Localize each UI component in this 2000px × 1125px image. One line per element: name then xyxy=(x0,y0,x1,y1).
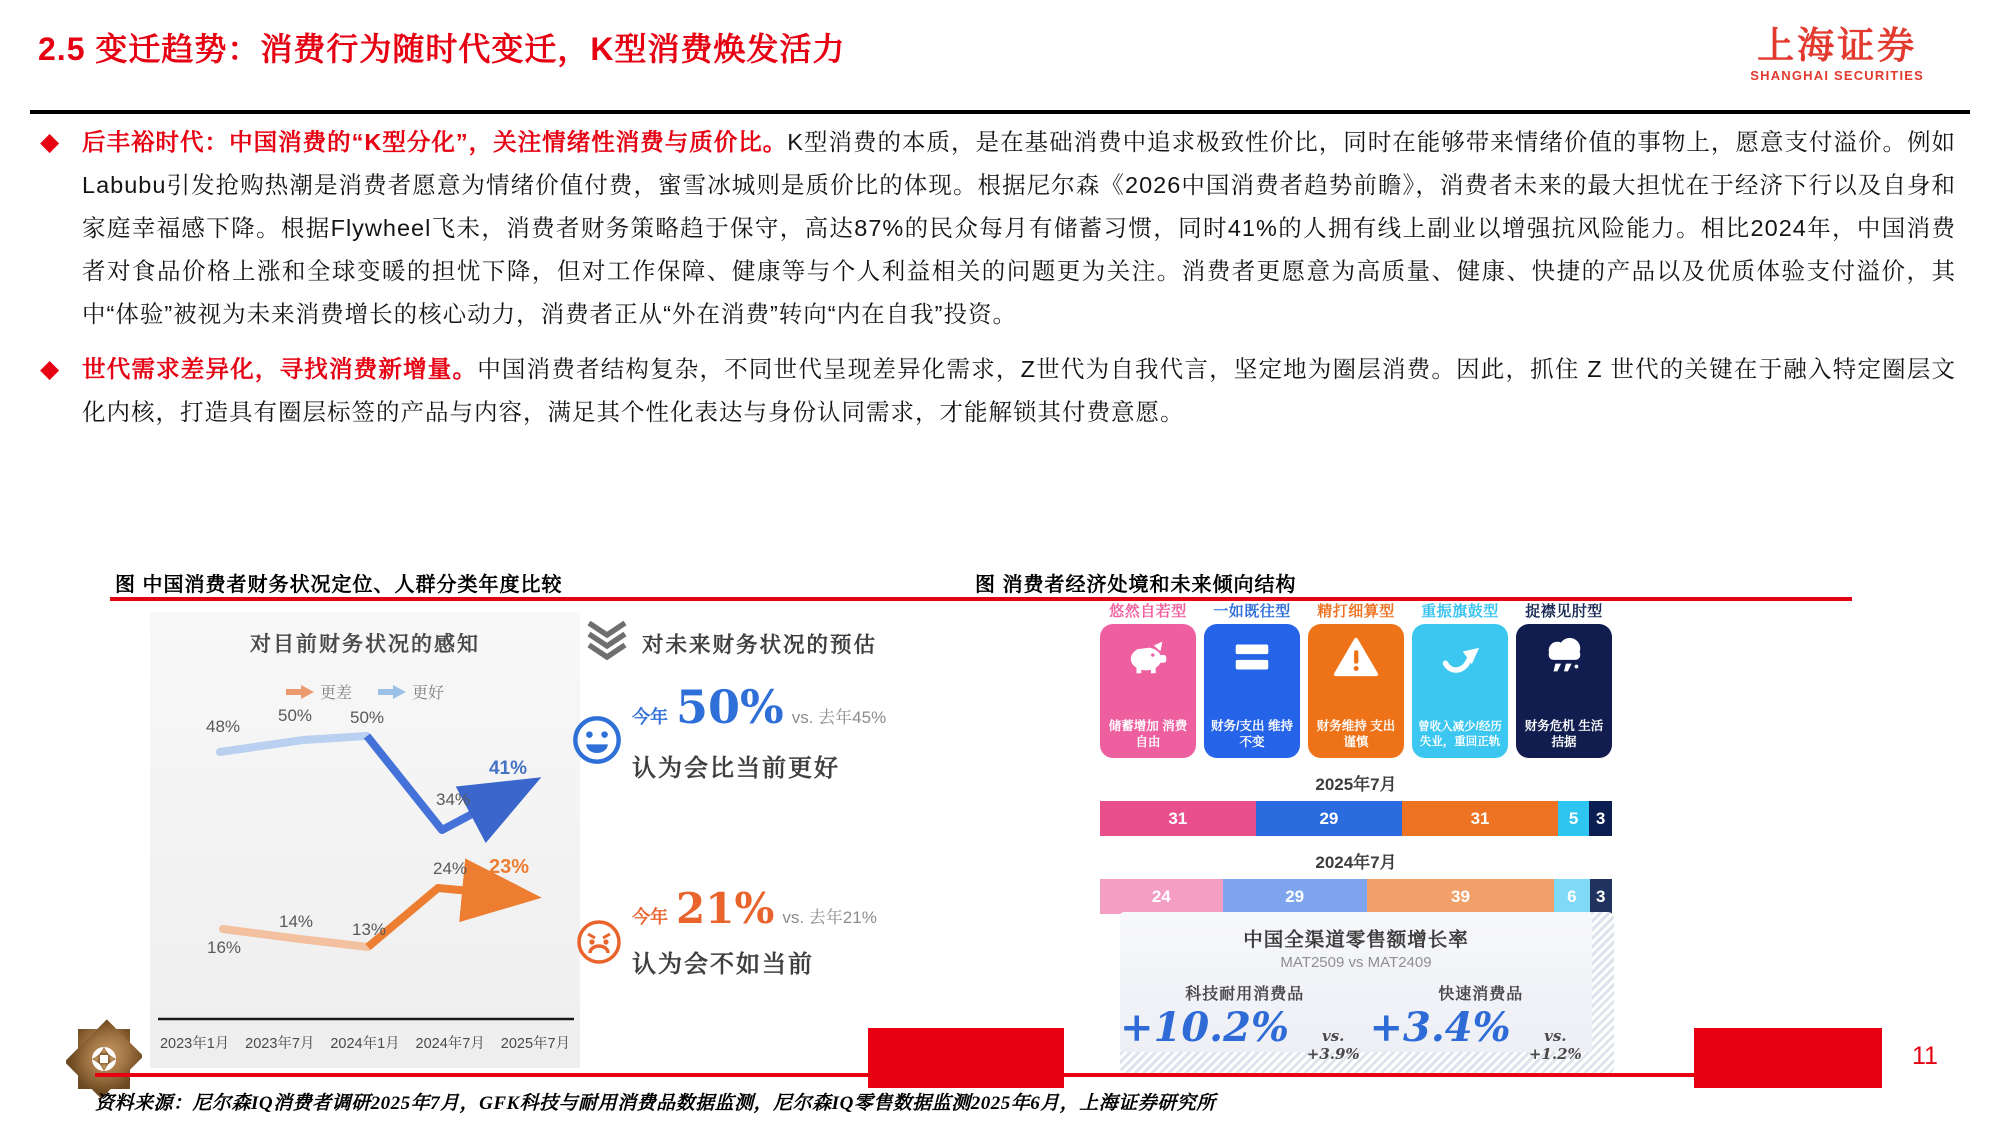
bullet-1-lead: 后丰裕时代：中国消费的“K型分化”，关注情绪性消费与质价比。 xyxy=(82,129,788,155)
bar-segment: 6 xyxy=(1554,879,1589,914)
x-axis-labels xyxy=(152,1032,578,1053)
value-label: 14% xyxy=(278,912,314,931)
line-chart-canvas xyxy=(150,612,580,1068)
page-title: 2.5 变迁趋势：消费行为随时代变迁，K型消费焕发活力 xyxy=(38,31,846,67)
consumer-type xyxy=(1516,600,1612,758)
growth-value: +10.2% xyxy=(1120,1004,1289,1051)
bar-segment: 31 xyxy=(1402,801,1558,836)
growth-columns xyxy=(1120,981,1592,1063)
value-label: 50% xyxy=(277,706,313,725)
type-card xyxy=(1412,624,1508,758)
bar-segment: 3 xyxy=(1590,879,1612,914)
frown-icon xyxy=(575,918,623,966)
better-caption: 认为会比当前更好 xyxy=(632,755,840,782)
type-header: 精打细算型 xyxy=(1317,603,1395,620)
worse-stat xyxy=(632,884,877,933)
stat-prefix: 今年 xyxy=(632,707,668,727)
value-label: 24% xyxy=(432,859,468,878)
header-divider xyxy=(30,110,1970,114)
company-logo xyxy=(1750,26,1924,83)
stat-prefix: 今年 xyxy=(632,907,668,927)
bullet-1-text xyxy=(82,121,1956,336)
diamond-bullet-icon: ◆ xyxy=(40,128,60,156)
type-label: 财务维持 支出谨慎 xyxy=(1316,718,1396,749)
retail-growth-card xyxy=(1120,912,1614,1074)
bullet-2-text xyxy=(82,348,1956,434)
bullet-2-lead: 世代需求差异化，寻找消费新增量。 xyxy=(82,356,478,382)
x-tick: 2023年1月 xyxy=(159,1036,230,1052)
equals-icon xyxy=(1229,636,1275,678)
future-estimate-title: 对未来财务状况的预估 xyxy=(642,633,878,657)
bar-segment: 39 xyxy=(1367,879,1554,914)
value-label: 41% xyxy=(488,758,528,779)
stacked-bar-2025 xyxy=(1100,801,1612,836)
bullet-1-body: K型消费的本质，是在基础消费中追求极致性价比，同时在能够带来情绪价值的事物上，愿意支付溢价。例如Labubu引发抢购热潮是消费者愿意为情绪价值付费，蜜雪冰城则是质价比的体现。根据尼尔森《2026中国消费者趋势前瞻》，消费者未来的最大担忧在于经济下行以及自身和家庭幸福感下降。根据Flywheel飞未，消费者财务策略趋于保守，高达87%的民众每月有储蓄习惯，同时41%的人拥有线上副业以增强抗风险能力。相比2024年，中国消费者对食品价格上涨和全球变暖的担忧下降，但对工作保障、健康等与个人利益相关的问题更为关注。消费者更愿意为高质量、健康、快捷的产品以及优质体验支付溢价，其中“体验”被视为未来消费增长的核心动力，消费者正从“外在消费”转向“内在自我”投资。 xyxy=(82,129,1956,327)
type-header: 重振旗鼓型 xyxy=(1421,603,1499,620)
bar-segment: 3 xyxy=(1589,801,1612,836)
type-card xyxy=(1516,624,1612,758)
bullet-2-body: 中国消费者结构复杂，不同世代呈现差异化需求，Z世代为自我代言，坚定地为圈层消费。因此，抓住 Z 世代的关键在于融入特定圈层文化内核，打造具有圈层标签的产品与内容，满足其个性化表达与身份认同需求，才能解锁其付费意愿。 xyxy=(82,356,1956,425)
growth-label: 科技耐用消费品 xyxy=(1185,986,1305,1003)
value-label: 50% xyxy=(349,708,385,727)
chevrons-down-icon xyxy=(583,620,631,660)
warning-triangle-icon xyxy=(1333,636,1379,678)
retail-growth-inner xyxy=(1120,912,1592,1063)
consumer-type xyxy=(1412,600,1508,758)
consumer-type xyxy=(1100,600,1196,758)
x-tick: 2024年1月 xyxy=(330,1036,400,1052)
x-tick: 2024年7月 xyxy=(415,1036,485,1052)
consumer-structure-chart xyxy=(1100,600,1612,914)
smiley-icon xyxy=(571,714,623,766)
left-chart-title: 对目前财务状况的感知 xyxy=(250,633,480,656)
stat-value: 50% xyxy=(676,680,784,734)
financial-perception-chart xyxy=(150,612,580,1068)
bullet-2 xyxy=(40,348,1956,434)
diamond-bullet-icon: ◆ xyxy=(40,355,60,383)
logo-cn: 上海证券 xyxy=(1757,25,1918,66)
recovery-arrow-icon xyxy=(1437,636,1483,676)
type-header: 一如既往型 xyxy=(1213,603,1291,620)
consumer-type-row xyxy=(1100,600,1612,758)
consumer-type xyxy=(1308,600,1404,758)
x-tick: 2023年7月 xyxy=(245,1036,315,1052)
growth-value: +3.4% xyxy=(1369,1004,1511,1051)
stat-value: 21% xyxy=(676,884,775,933)
legend-better-label: 更好 xyxy=(412,685,445,702)
legend-worse-label: 更差 xyxy=(319,685,352,702)
worse-caption: 认为会不如当前 xyxy=(632,951,814,978)
red-banner-block xyxy=(868,1028,1064,1088)
type-label: 财务/支出 维持不变 xyxy=(1211,718,1293,749)
type-header: 捉襟见肘型 xyxy=(1525,603,1603,620)
growth-label: 快速消费品 xyxy=(1438,986,1524,1003)
bar-segment: 24 xyxy=(1100,879,1223,914)
bullet-1 xyxy=(40,121,1956,336)
type-card xyxy=(1100,624,1196,758)
bar-period-label: 2024年7月 xyxy=(1315,853,1397,872)
growth-subtitle: MAT2509 vs MAT2409 xyxy=(1280,954,1432,971)
stat-vs: vs. 去年45% xyxy=(791,708,887,727)
type-label: 曾收入减少/经历失业，重回正轨 xyxy=(1418,721,1502,749)
type-label: 储蓄增加 消费自由 xyxy=(1108,718,1188,749)
type-label: 财务危机 生活拮据 xyxy=(1524,718,1604,749)
growth-title: 中国全渠道零售额增长率 xyxy=(1243,929,1469,951)
red-banner-block xyxy=(1694,1028,1882,1088)
left-figure-caption: 图 中国消费者财务状况定位、人群分类年度比较 xyxy=(115,574,563,596)
type-card xyxy=(1308,624,1404,758)
bar-segment: 29 xyxy=(1223,879,1367,914)
value-label: 34% xyxy=(435,790,471,809)
type-card xyxy=(1204,624,1300,758)
consumer-type xyxy=(1204,600,1300,758)
bar-period-label: 2025年7月 xyxy=(1315,775,1397,794)
value-label: 23% xyxy=(488,856,530,878)
source-note: 资料来源：尼尔森IQ消费者调研2025年7月，GFK科技与耐用消费品数据监测，尼尔森IQ零售数据监测2025年6月，上海证券研究所 xyxy=(95,1093,1216,1114)
growth-item-tech xyxy=(1120,981,1369,1063)
value-label: 13% xyxy=(351,920,387,939)
growth-vs: vs. +3.9% xyxy=(1306,1027,1360,1063)
bar-segment: 31 xyxy=(1100,801,1256,836)
body-text xyxy=(40,121,1956,446)
logo-en: SHANGHAI SECURITIES xyxy=(1750,67,1924,83)
page-number: 11 xyxy=(1912,1042,1938,1070)
growth-vs: vs. +1.2% xyxy=(1528,1027,1582,1063)
bar-segment: 5 xyxy=(1558,801,1590,836)
value-label: 16% xyxy=(206,938,242,957)
stacked-bar-2024 xyxy=(1100,879,1612,914)
x-tick: 2025年7月 xyxy=(500,1036,571,1052)
piggy-bank-icon xyxy=(1125,636,1171,676)
storm-cloud-icon xyxy=(1541,636,1587,678)
right-figure-caption: 图 消费者经济处境和未来倾向结构 xyxy=(975,574,1297,596)
type-header: 悠然自若型 xyxy=(1109,603,1187,620)
bar-segment: 29 xyxy=(1256,801,1403,836)
better-stat xyxy=(632,680,887,734)
growth-item-fmcg xyxy=(1369,981,1592,1063)
stat-vs: vs. 去年21% xyxy=(782,908,877,927)
value-label: 48% xyxy=(205,717,241,736)
